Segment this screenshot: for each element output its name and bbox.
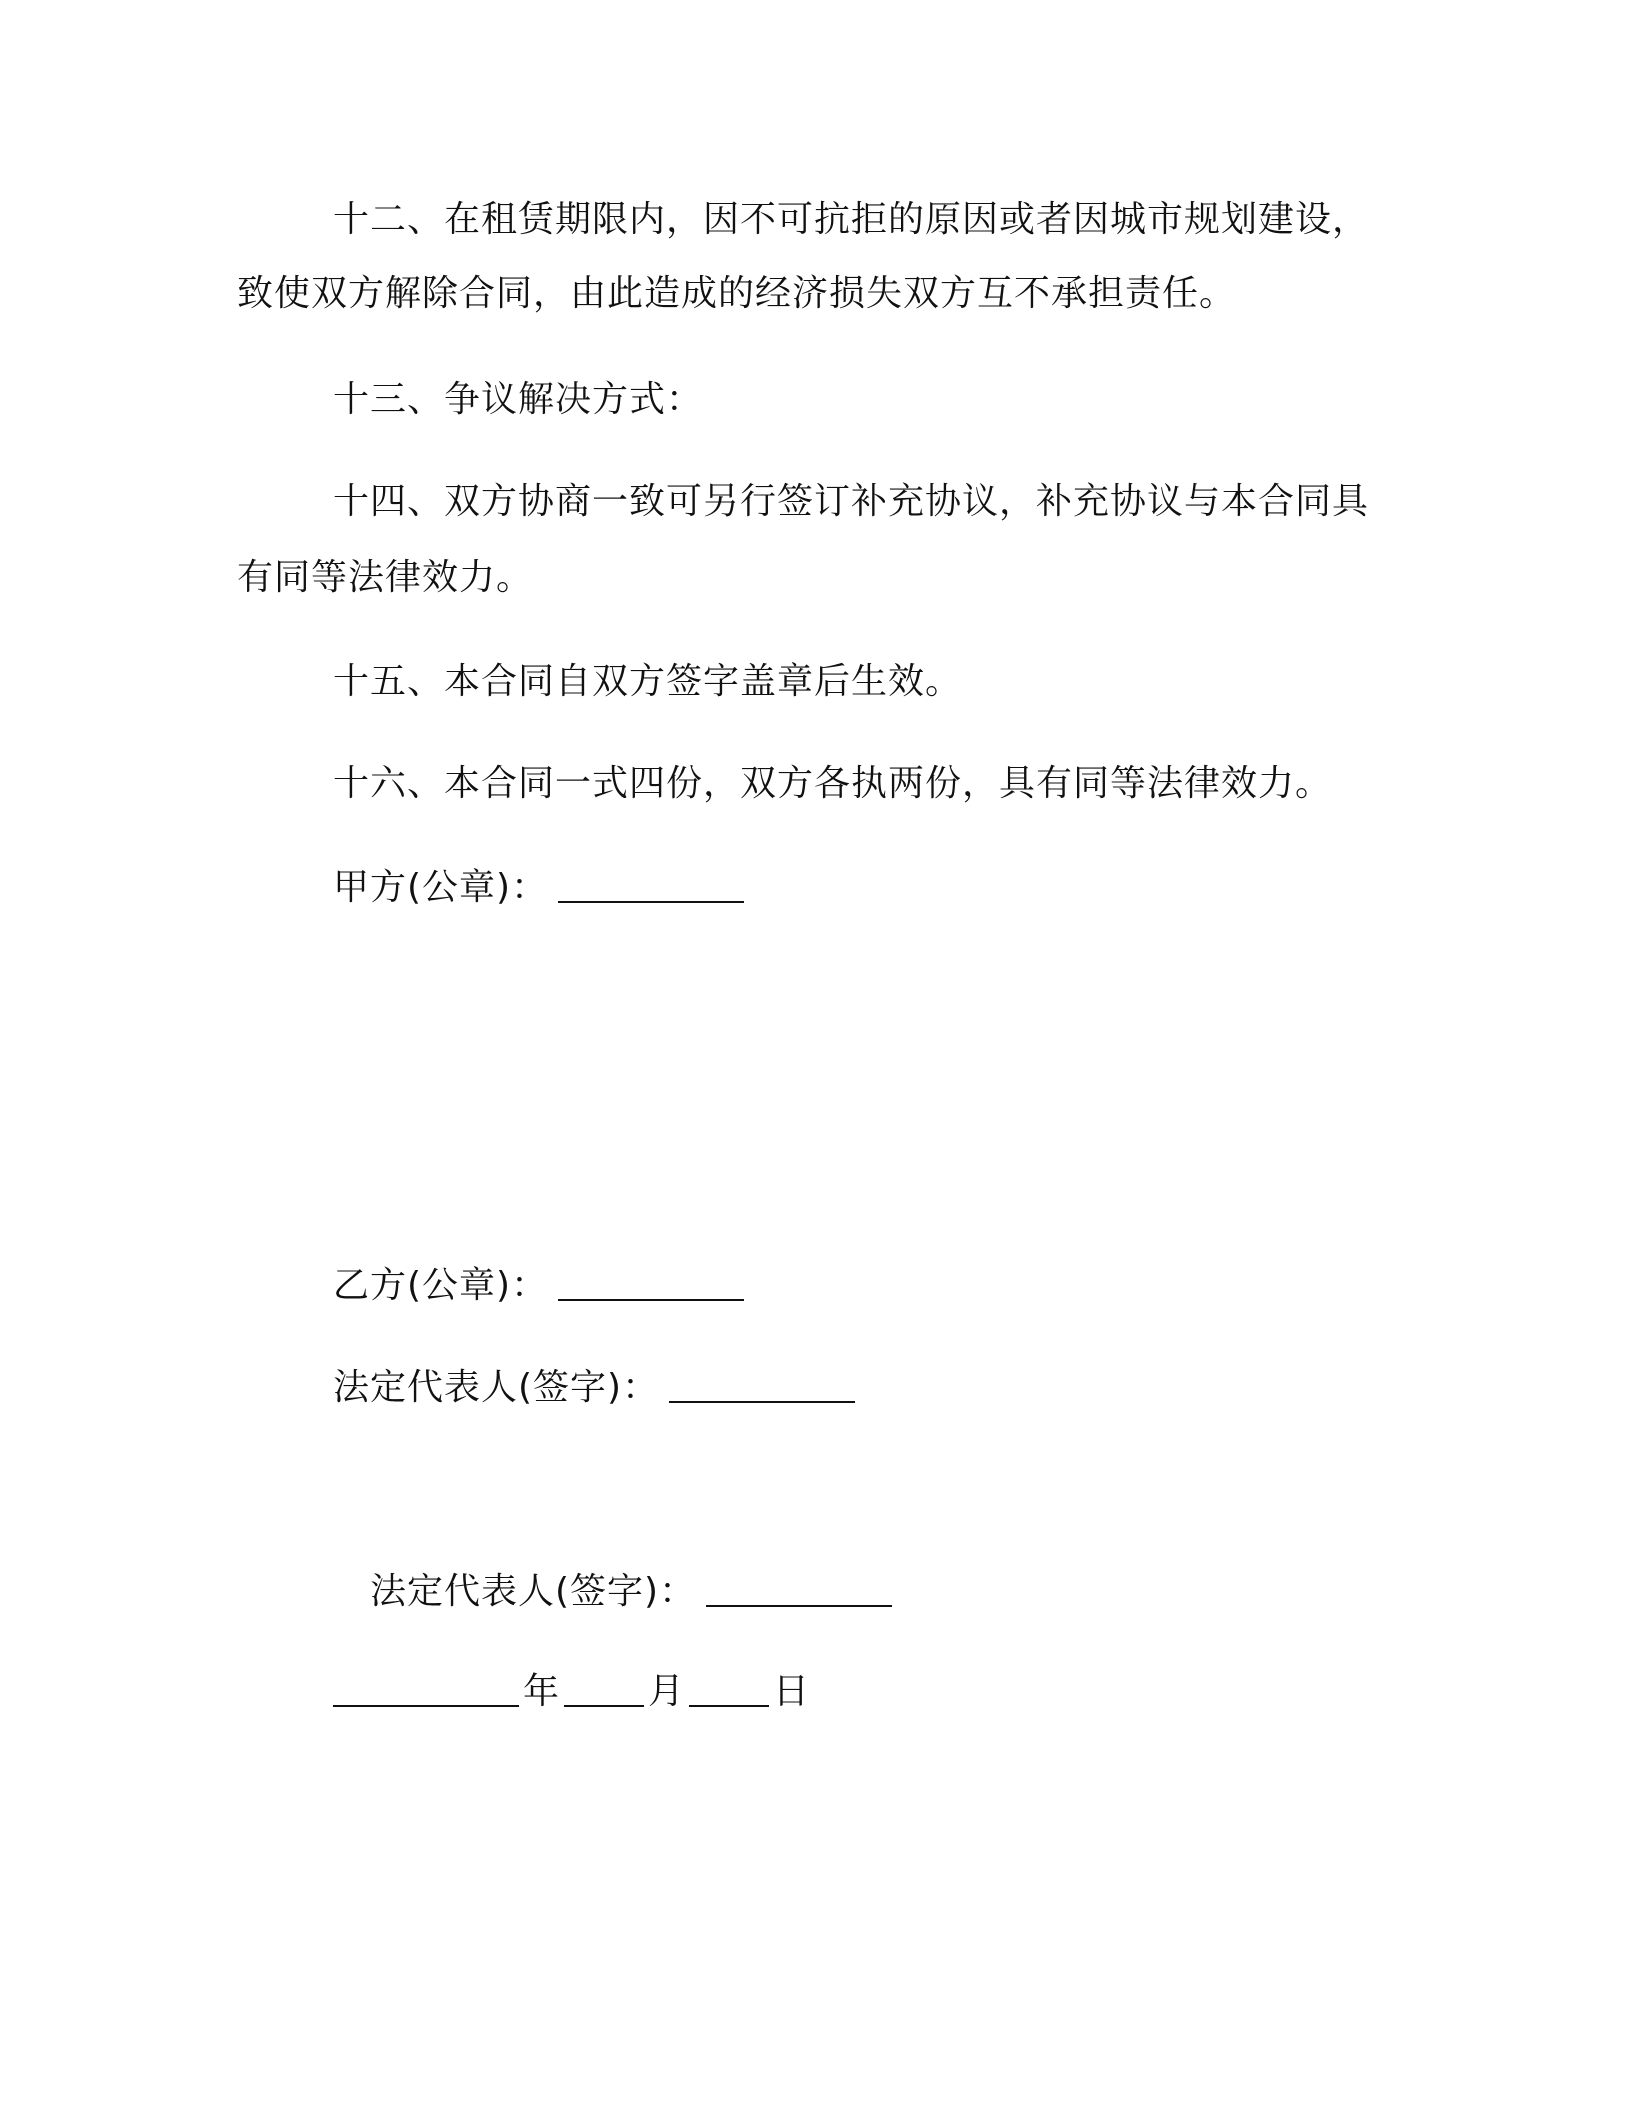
clause-16: 十六、本合同一式四份，双方各执两份，具有同等法律效力。	[333, 763, 1333, 804]
party-b-seal-blank[interactable]	[558, 1269, 744, 1301]
legal-rep-label-2: 法定代表人(签字)：	[370, 1571, 697, 1612]
month-blank[interactable]	[564, 1675, 644, 1707]
year-label: 年	[523, 1671, 561, 1712]
month-label: 月	[648, 1671, 686, 1712]
legal-rep-label-1: 法定代表人(签字)：	[333, 1367, 660, 1408]
clause-12-line-1: 十二、在租赁期限内，因不可抗拒的原因或者因城市规划建设，	[333, 199, 1370, 240]
date-line	[333, 1670, 810, 1714]
party-a-seal-blank[interactable]	[558, 871, 744, 903]
day-blank[interactable]	[689, 1675, 769, 1707]
party-b-seal-line	[333, 1264, 744, 1308]
clause-15: 十五、本合同自双方签字盖章后生效。	[333, 661, 963, 702]
party-a-label: 甲方(公章)：	[333, 867, 549, 908]
year-blank[interactable]	[333, 1675, 519, 1707]
party-b-label: 乙方(公章)：	[333, 1265, 549, 1306]
legal-rep-signature-blank-2[interactable]	[706, 1575, 892, 1607]
clause-14-line-2: 有同等法律效力。	[237, 557, 534, 598]
legal-rep-line-2	[370, 1570, 892, 1614]
clause-14-line-1: 十四、双方协商一致可另行签订补充协议，补充协议与本合同具	[333, 481, 1370, 522]
clause-13: 十三、争议解决方式：	[333, 379, 704, 420]
clause-12-line-2: 致使双方解除合同，由此造成的经济损失双方互不承担责任。	[237, 273, 1237, 314]
legal-rep-line-1	[333, 1366, 855, 1410]
day-label: 日	[773, 1671, 811, 1712]
legal-rep-signature-blank-1[interactable]	[669, 1371, 855, 1403]
party-a-seal-line	[333, 866, 744, 910]
